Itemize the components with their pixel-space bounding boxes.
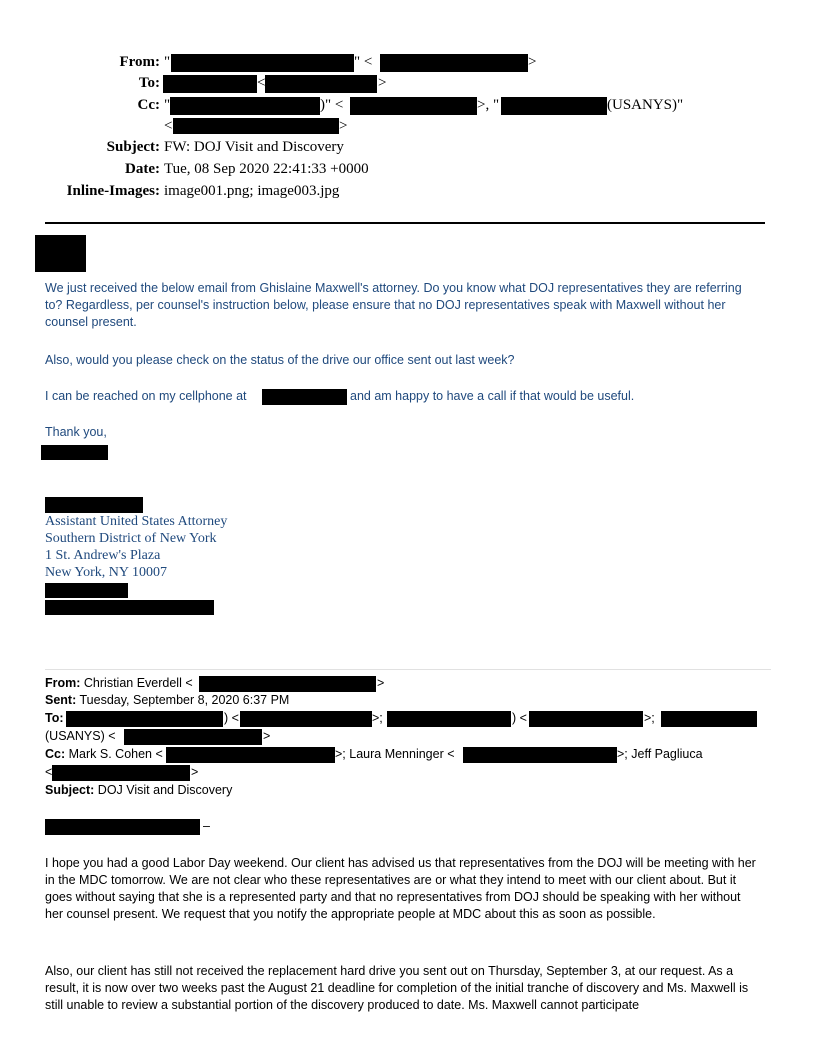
header-cc-mid2: >, " xyxy=(477,97,500,113)
redaction-block xyxy=(199,676,376,692)
redaction-block xyxy=(45,497,143,513)
redaction-block xyxy=(501,97,607,115)
message-closing: Thank you, xyxy=(45,425,107,439)
fwd-from-value: Christian Everdell < xyxy=(83,676,193,690)
fwd-paragraph-1: I hope you had a good Labor Day weekend. Our client has advised us that representatives from the DOJ will be meeting with her in the MDC tomorrow. We are not clear who these representatives are or what they intend to meet with our client about. But it goes without saying that she is a represented party and that no representatives from DOJ should be speaking with her without her counsel present. We request that you notify the appropriate people at MDC about this as soon as possible. xyxy=(45,856,756,921)
header-from-quote: " xyxy=(164,54,171,70)
fwd-cc-label: Cc: xyxy=(45,747,66,761)
header-to-open: < xyxy=(257,75,266,91)
fwd-to-line2: (USANYS) < xyxy=(45,729,116,743)
header-date-value: Tue, 08 Sep 2020 22:41:33 +0000 xyxy=(164,161,369,177)
redaction-block xyxy=(240,711,372,727)
redaction-block xyxy=(265,75,377,93)
fwd-paragraph-2: Also, our client has still not received the replacement hard drive you sent out on Thursday, September 3, at our request. As a result, it is now over two weeks past the August 21 deadline for completion of the initial tranche of discovery and Ms. Maxwell is still unable to review a substantial portion of the discovery produced to date. Ms. Maxwell cannot participate xyxy=(45,964,749,1012)
signature-title: Assistant United States Attorney xyxy=(45,514,228,529)
forwarded-divider xyxy=(45,669,771,670)
redaction-block xyxy=(35,235,86,272)
fwd-salutation-dash: – xyxy=(203,819,210,833)
header-to-close: > xyxy=(378,75,387,91)
redaction-block xyxy=(387,711,511,727)
message-paragraph-1: We just received the below email from Ghislaine Maxwell's attorney. Do you know what DOJ representatives they are referring to? Regardless, per counsel's instruction below, please ensure that no DOJ representatives speak with Maxwell without her counsel present. xyxy=(45,281,742,329)
redaction-block xyxy=(45,583,128,598)
header-from-mid: " < xyxy=(354,54,373,70)
header-cc-label: Cc: xyxy=(137,97,160,113)
fwd-sent-label: Sent: xyxy=(45,693,77,707)
redaction-block xyxy=(350,97,477,115)
fwd-sent-value: Tuesday, September 8, 2020 6:37 PM xyxy=(79,693,290,707)
redaction-block xyxy=(661,711,757,727)
fwd-subject-value: DOJ Visit and Discovery xyxy=(97,783,233,797)
fwd-from-end: > xyxy=(377,676,385,690)
header-from-label: From: xyxy=(119,54,160,70)
fwd-to-part-2: >; xyxy=(372,711,383,725)
signature-address-1: 1 St. Andrew's Plaza xyxy=(45,548,161,563)
fwd-to-part-3: ) < xyxy=(512,711,527,725)
redaction-block xyxy=(166,747,335,763)
redaction-block xyxy=(45,600,214,615)
fwd-to-label: To: xyxy=(45,711,64,725)
signature-office: Southern District of New York xyxy=(45,531,217,546)
redaction-block xyxy=(171,54,354,72)
header-cc-mid: )" < xyxy=(320,97,344,113)
header-divider xyxy=(45,222,765,224)
redaction-block xyxy=(173,118,339,134)
header-inline-images-value: image001.png; image003.jpg xyxy=(164,183,340,199)
fwd-subject-label: Subject: xyxy=(45,783,95,797)
redaction-block xyxy=(529,711,643,727)
fwd-cc-value-2: >; Laura Menninger < xyxy=(335,747,455,761)
header-cc-line2-close: > xyxy=(339,118,348,134)
redaction-block xyxy=(262,389,347,405)
header-cc-line2-open: < xyxy=(164,118,173,134)
redaction-block xyxy=(463,747,617,763)
message-paragraph-2: Also, would you please check on the status of the drive our office sent out last week? xyxy=(45,353,515,367)
fwd-cc-value-3: >; Jeff Pagliuca xyxy=(617,747,703,761)
header-cc-quote: " xyxy=(164,97,171,113)
header-to-label: To: xyxy=(138,75,160,91)
fwd-to-line2-end: > xyxy=(263,729,271,743)
redaction-block xyxy=(41,445,108,460)
fwd-cc-value-1: Mark S. Cohen < xyxy=(68,747,163,761)
redaction-block xyxy=(380,54,528,72)
message-paragraph-3-end: and am happy to have a call if that would be useful. xyxy=(350,389,635,403)
fwd-cc-line2-end: > xyxy=(191,765,199,779)
message-paragraph-3-start: I can be reached on my cellphone at xyxy=(45,389,247,403)
fwd-to-part-1: ) < xyxy=(224,711,239,725)
header-from-end: > xyxy=(528,54,537,70)
redaction-block xyxy=(45,819,200,835)
redaction-block xyxy=(52,765,190,781)
signature-address-2: New York, NY 10007 xyxy=(45,565,167,580)
redaction-block xyxy=(66,711,223,727)
fwd-from-label: From: xyxy=(45,676,81,690)
header-date-label: Date: xyxy=(125,161,160,177)
redaction-block xyxy=(163,75,257,93)
redaction-block xyxy=(170,97,320,115)
header-subject-value: FW: DOJ Visit and Discovery xyxy=(164,139,344,155)
header-inline-images-label: Inline-Images: xyxy=(66,183,160,199)
fwd-cc-line2-start: < xyxy=(45,765,53,779)
header-cc-usanys: (USANYS)" xyxy=(607,97,684,113)
header-subject-label: Subject: xyxy=(106,139,160,155)
redaction-block xyxy=(124,729,262,745)
fwd-to-part-4: >; xyxy=(644,711,655,725)
